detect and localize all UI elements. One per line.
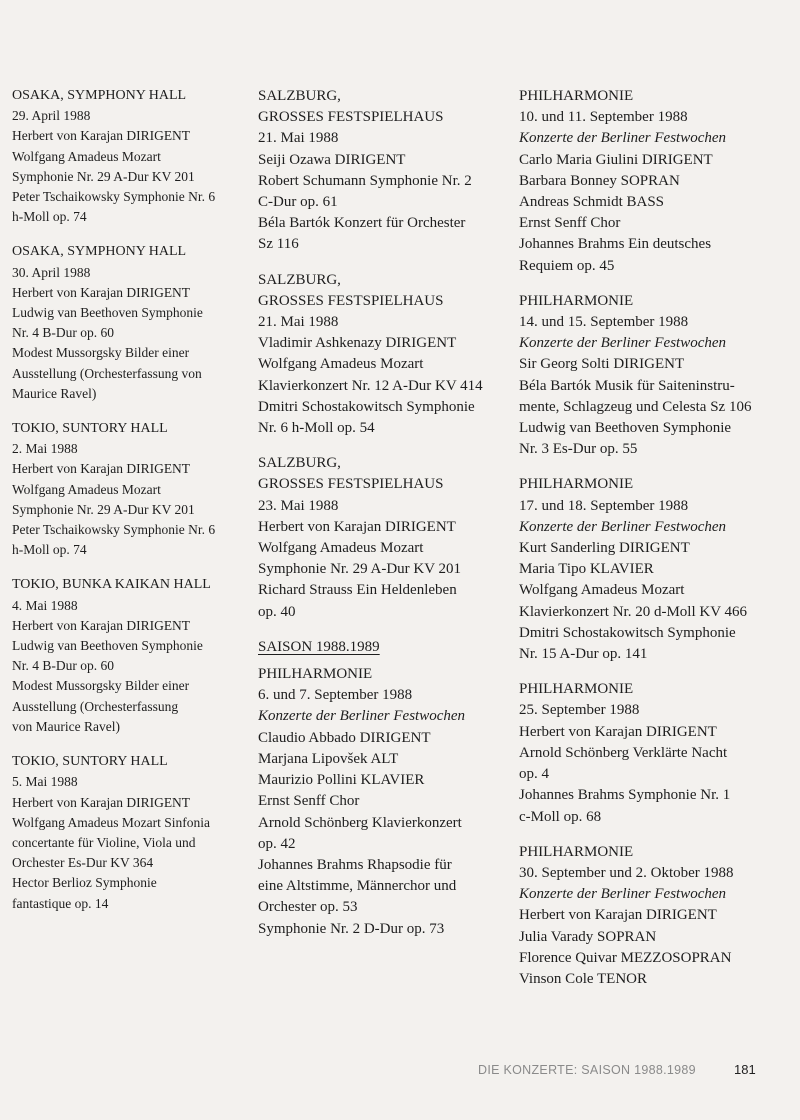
venue-heading: PHILHARMONIE [258, 666, 373, 683]
program-line: Herbert von Karajan DIRIGENT [12, 617, 191, 633]
program-line: Maria Tipo KLAVIER [519, 561, 654, 578]
program-line: Herbert von Karajan DIRIGENT [519, 723, 717, 740]
concert-entry [12, 575, 244, 737]
season-heading: SAISON 1988.1989 [258, 638, 380, 655]
concert-date: 25. September 1988 [519, 702, 640, 719]
concert-entry [519, 474, 789, 665]
festival-label: Konzerte der Berliner Festwochen [258, 708, 466, 725]
program-line: op. 42 [258, 835, 296, 852]
program-line: Dmitri Schostakowitsch Symphonie [258, 398, 475, 415]
program-line: Requiem op. 45 [519, 257, 615, 274]
venue-heading: SALZBURG, [258, 88, 341, 104]
concert-date: 14. und 15. September 1988 [519, 314, 689, 331]
program-line: Arnold Schönberg Verklärte Nacht [519, 744, 728, 761]
program-line: Wolfgang Amadeus Mozart [12, 481, 161, 497]
program-line: Florence Quivar MEZZOSOPRAN [519, 949, 732, 966]
program-line: Johannes Brahms Ein deutsches [519, 236, 712, 253]
festival-label: Konzerte der Berliner Festwochen [519, 130, 727, 147]
program-line: Wolfgang Amadeus Mozart [519, 582, 685, 599]
program-line: Nr. 4 B-Dur op. 60 [12, 658, 114, 674]
concert-date: 6. und 7. September 1988 [258, 687, 413, 704]
program-line: Barbara Bonney SOPRAN [519, 172, 680, 189]
program-line: Dmitri Schostakowitsch Symphonie [519, 624, 736, 641]
festival-label: Konzerte der Berliner Festwochen [519, 518, 727, 535]
program-line: Nr. 4 B-Dur op. 60 [12, 325, 114, 341]
program-line: Wolfgang Amadeus Mozart Sinfonia [12, 814, 210, 830]
program-line: Klavierkonzert Nr. 20 d-Moll KV 466 [519, 603, 748, 620]
program-line: Peter Tschaikowsky Symphonie Nr. 6 [12, 189, 216, 205]
program-line: 2. Mai 1988 [12, 441, 78, 457]
program-line: h-Moll op. 74 [12, 209, 87, 225]
program-line: Marjana Lipovšek ALT [258, 750, 399, 767]
concert-entry [519, 291, 789, 461]
program-line: Nr. 3 Es-Dur op. 55 [519, 441, 638, 458]
program-line: Vladimir Ashkenazy DIRIGENT [258, 335, 457, 352]
program-line: Klavierkonzert Nr. 12 A-Dur KV 414 [258, 377, 483, 394]
program-line: Hector Berlioz Symphonie [12, 875, 157, 891]
program-line: Maurice Ravel) [12, 385, 97, 401]
program-line: 4. Mai 1988 [12, 597, 78, 613]
program-line: eine Altstimme, Männerchor und [258, 878, 457, 895]
festival-label: Konzerte der Berliner Festwochen [519, 886, 727, 903]
program-line: mente, Schlagzeug und Celesta Sz 106 [519, 398, 752, 415]
program-line: Ernst Senff Chor [258, 793, 360, 810]
page-number: 181 [734, 1062, 756, 1077]
venue-heading: OSAKA, SYMPHONY HALL [12, 88, 187, 103]
program-line: Herbert von Karajan DIRIGENT [12, 128, 191, 144]
program-line: 23. Mai 1988 [258, 497, 339, 514]
program-line: Orchester op. 53 [258, 899, 358, 916]
program-line: fantastique op. 14 [12, 895, 109, 911]
venue-heading: OSAKA, SYMPHONY HALL [12, 244, 187, 260]
program-line: C-Dur op. 61 [258, 194, 338, 211]
concert-entry [258, 86, 513, 256]
program-line: Sz 116 [258, 236, 299, 253]
program-line: GROSSES FESTSPIELHAUS [258, 476, 444, 493]
program-line: Béla Bartók Musik für Saiteninstru- [519, 377, 735, 394]
program-line: Richard Strauss Ein Heldenleben [258, 582, 457, 599]
program-line: Herbert von Karajan DIRIGENT [519, 907, 717, 924]
concert-entry [12, 752, 244, 914]
venue-heading: SALZBURG, [258, 271, 341, 288]
program-line: Symphonie Nr. 2 D-Dur op. 73 [258, 920, 445, 937]
concert-entry [258, 453, 513, 623]
program-line: Ausstellung (Orchesterfassung [12, 698, 179, 714]
program-line: Andreas Schmidt BASS [519, 194, 665, 211]
venue-heading: SALZBURG, [258, 455, 341, 472]
program-line: Julia Varady SOPRAN [519, 928, 657, 945]
program-line: 5. Mai 1988 [12, 774, 78, 790]
program-line: 30. April 1988 [12, 264, 91, 280]
program-line: Herbert von Karajan DIRIGENT [12, 794, 191, 810]
concert-entry [258, 270, 513, 440]
program-line: Ernst Senff Chor [519, 215, 621, 232]
running-title: DIE KONZERTE: SAISON 1988.1989 [478, 1063, 696, 1077]
program-line: Ludwig van Beethoven Symphonie [12, 305, 203, 321]
venue-heading: TOKIO, SUNTORY HALL [12, 421, 168, 437]
program-line: Béla Bartók Konzert für Orchester [258, 215, 466, 232]
program-line: Vinson Cole TENOR [519, 970, 647, 987]
program-line: Symphonie Nr. 29 A-Dur KV 201 [12, 168, 195, 184]
column-right [519, 86, 789, 990]
program-line: Herbert von Karajan DIRIGENT [12, 461, 191, 477]
program-line: Seiji Ozawa DIRIGENT [258, 151, 406, 168]
season-heading-wrap [258, 637, 513, 658]
program-line: GROSSES FESTSPIELHAUS [258, 292, 444, 309]
program-line: Arnold Schönberg Klavierkonzert [258, 814, 462, 831]
program-line: 21. Mai 1988 [258, 130, 339, 147]
venue-heading: PHILHARMONIE [519, 681, 634, 698]
concert-entry [12, 86, 244, 227]
program-line: Ludwig van Beethoven Symphonie [12, 638, 203, 654]
program-line: Johannes Brahms Symphonie Nr. 1 [519, 787, 731, 804]
venue-heading: PHILHARMONIE [519, 88, 634, 104]
concert-entry [258, 664, 513, 940]
program-line: 29. April 1988 [12, 108, 91, 124]
program-line: Herbert von Karajan DIRIGENT [12, 284, 191, 300]
program-line: Symphonie Nr. 29 A-Dur KV 201 [258, 561, 462, 578]
program-line: op. 40 [258, 603, 296, 620]
concert-date: 17. und 18. September 1988 [519, 497, 689, 514]
festival-label: Konzerte der Berliner Festwochen [519, 335, 727, 352]
program-line: Peter Tschaikowsky Symphonie Nr. 6 [12, 522, 216, 538]
program-line: GROSSES FESTSPIELHAUS [258, 109, 444, 126]
venue-heading: PHILHARMONIE [519, 476, 634, 493]
concert-date: 30. September und 2. Oktober 1988 [519, 864, 734, 881]
program-line: Ausstellung (Orchesterfassung von [12, 365, 202, 381]
column-left [12, 86, 244, 914]
venue-heading: PHILHARMONIE [519, 292, 634, 309]
column-middle [258, 86, 513, 940]
program-line: Modest Mussorgsky Bilder einer [12, 678, 190, 694]
program-line: Nr. 6 h-Moll op. 54 [258, 420, 375, 437]
program-line: h-Moll op. 74 [12, 542, 87, 558]
venue-heading: PHILHARMONIE [519, 843, 634, 860]
concert-entry [519, 679, 789, 827]
program-line: Wolfgang Amadeus Mozart [12, 148, 161, 164]
program-line: c-Moll op. 68 [519, 808, 602, 825]
program-line: Maurizio Pollini KLAVIER [258, 772, 425, 789]
program-line: Johannes Brahms Rhapsodie für [258, 856, 452, 873]
program-line: Modest Mussorgsky Bilder einer [12, 345, 190, 361]
program-line: Carlo Maria Giulini DIRIGENT [519, 151, 713, 168]
venue-heading: TOKIO, BUNKA KAIKAN HALL [12, 577, 211, 593]
program-line: Robert Schumann Symphonie Nr. 2 [258, 172, 472, 189]
concert-entry [519, 842, 789, 990]
program-line: op. 4 [519, 766, 549, 783]
program-line: concertante für Violine, Viola und [12, 834, 196, 850]
concert-entry [12, 242, 244, 404]
program-line: Ludwig van Beethoven Symphonie [519, 420, 732, 437]
concert-entry [12, 419, 244, 560]
program-line: Claudio Abbado DIRIGENT [258, 729, 431, 746]
program-line: Kurt Sanderling DIRIGENT [519, 540, 690, 557]
program-line: Herbert von Karajan DIRIGENT [258, 518, 456, 535]
concert-date: 10. und 11. September 1988 [519, 109, 688, 126]
venue-heading: TOKIO, SUNTORY HALL [12, 754, 168, 770]
program-line: 21. Mai 1988 [258, 314, 339, 331]
concert-entry [519, 86, 789, 277]
program-line: Wolfgang Amadeus Mozart [258, 356, 424, 373]
program-line: Symphonie Nr. 29 A-Dur KV 201 [12, 501, 195, 517]
program-line: Orchester Es-Dur KV 364 [12, 855, 154, 871]
program-line: Nr. 15 A-Dur op. 141 [519, 646, 648, 663]
program-line: von Maurice Ravel) [12, 718, 120, 734]
program-line: Wolfgang Amadeus Mozart [258, 540, 424, 557]
program-line: Sir Georg Solti DIRIGENT [519, 356, 685, 373]
